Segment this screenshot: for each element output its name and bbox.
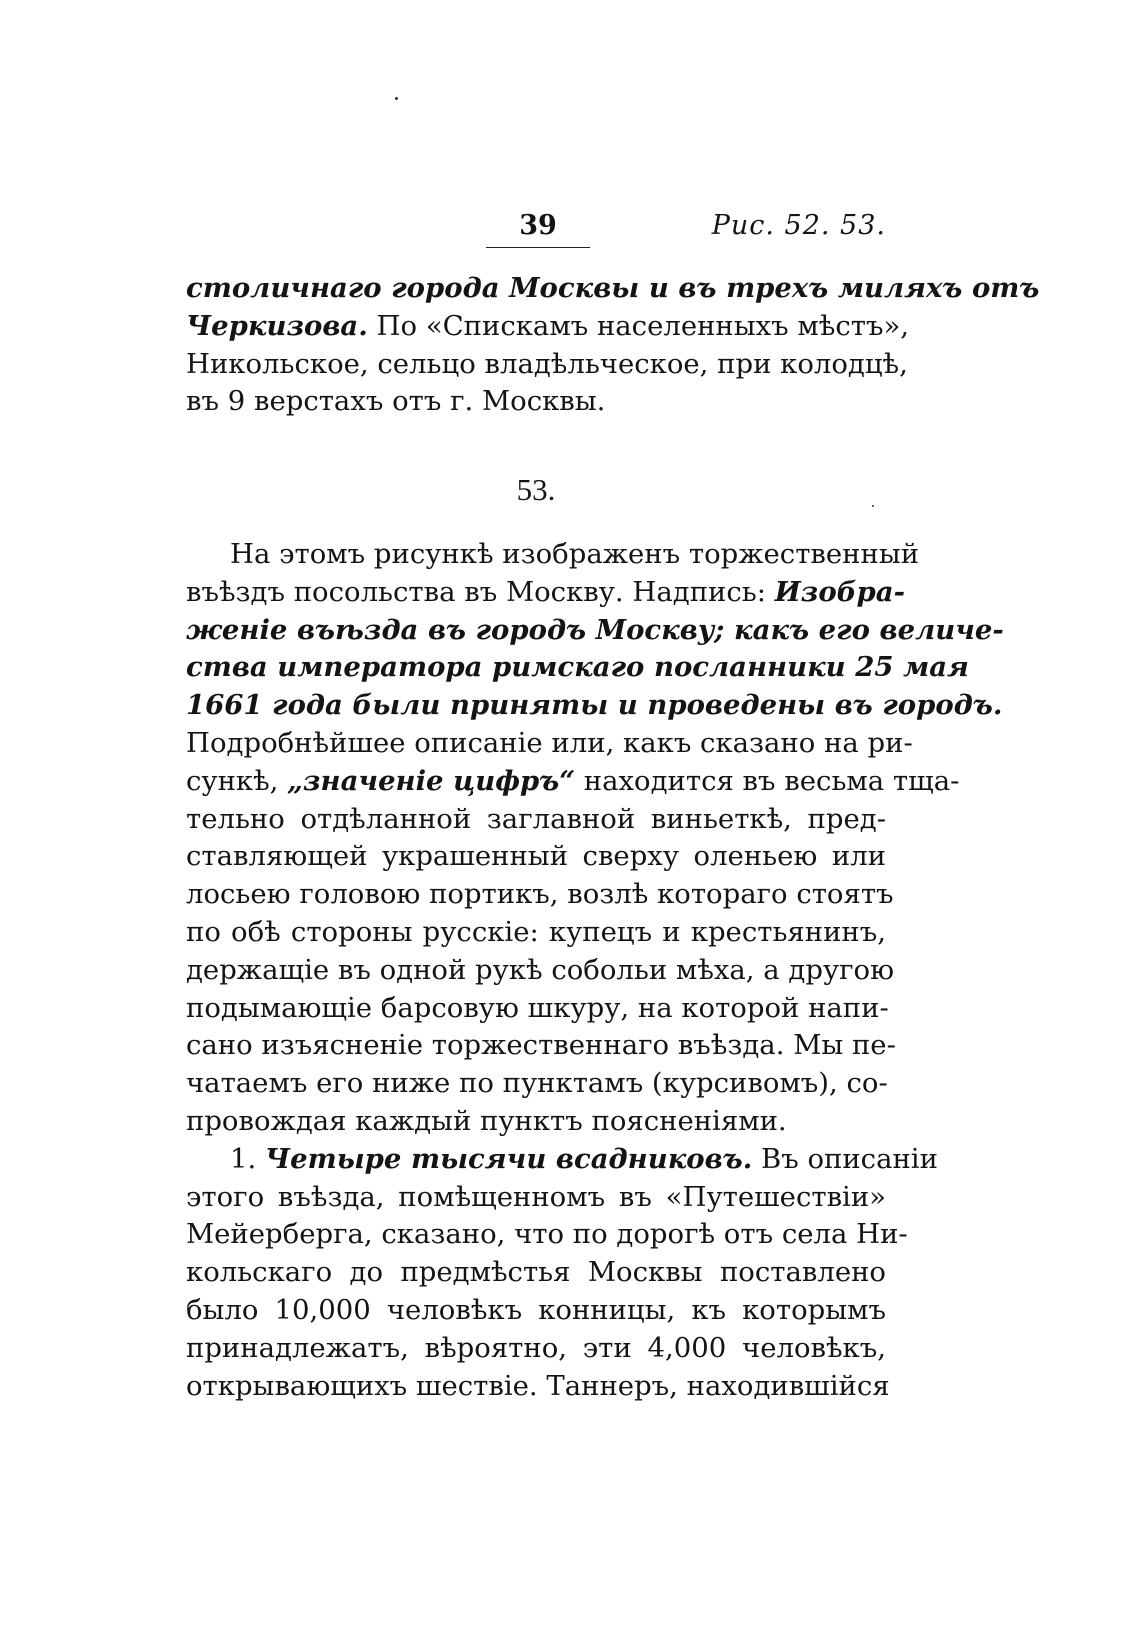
text-segment: На этомъ рисункѣ изображенъ торжественный (230, 538, 920, 570)
text-segment: Въ описаніи (752, 1142, 938, 1175)
text-segment: сункѣ, (186, 764, 288, 797)
italic-text: Черкизова. (186, 309, 368, 342)
intro-paragraph (186, 270, 1040, 421)
page-header (186, 210, 886, 258)
text-line (186, 346, 908, 384)
text-line (186, 801, 886, 839)
text-segment: кольскаго до предмѣстья Москвы поставлено (186, 1256, 886, 1289)
text-segment: 1. (230, 1142, 265, 1175)
page-number: 39 (486, 210, 590, 248)
print-speck (395, 97, 398, 100)
text-line (186, 1065, 886, 1103)
text-line (186, 270, 1040, 308)
text-segment: Никольское, сельцо владѣльческое, при колодцѣ, (186, 347, 908, 380)
text-segment: провождая каждый пунктъ поясненіями. (186, 1104, 787, 1137)
text-segment: чатаемъ его ниже по пунктамъ (курсивомъ), со- (186, 1067, 888, 1100)
text-segment: лосьею головою портикъ, возлѣ котораго стоятъ (186, 878, 894, 911)
text-segment: подымающіе барсовую шкуру, на которой напи- (186, 991, 889, 1024)
text-line (186, 1254, 886, 1292)
section-number: 53. (516, 472, 556, 507)
text-segment: принадлежатъ, вѣроятно, эти 4,000 человѣкъ, (186, 1331, 886, 1364)
running-head: Рис. 52. 53. (711, 210, 886, 241)
text-line (186, 1027, 896, 1065)
text-line (186, 687, 1003, 725)
text-segment: въ 9 верстахъ отъ г. Москвы. (186, 385, 606, 418)
text-line (186, 763, 960, 801)
text-line (186, 725, 913, 763)
text-segment: По «Спискамъ населенныхъ мѣстъ», (367, 309, 910, 342)
text-line (186, 612, 1004, 650)
text-segment: сано изъясненіе торжественнаго въѣзда. Мы пе- (186, 1029, 896, 1062)
italic-text: столичнаго города Москвы и въ трехъ миляхъ отъ (186, 272, 1040, 304)
text-line (186, 1179, 886, 1217)
text-line (186, 1292, 886, 1330)
italic-text: „значеніе цифръ“ (287, 764, 576, 797)
text-line (186, 1103, 886, 1141)
text-segment: держащіе въ одной рукѣ собольи мѣха, а другою (186, 953, 895, 986)
text-segment: по обѣ стороны русскіе: купецъ и крестьянинъ, (186, 915, 886, 948)
text-segment: тельно отдѣланной заглавной виньеткѣ, пред- (186, 802, 886, 835)
text-line (186, 876, 894, 914)
text-segment: Подробнѣйшее описаніе или, какъ сказано на ри- (186, 726, 913, 759)
text-line (186, 536, 920, 574)
text-segment: было 10,000 человѣкъ конницы, къ которымъ (186, 1293, 886, 1326)
body-text (186, 536, 1004, 1405)
text-line (186, 383, 886, 421)
italic-text: ства императора римскаго посланники 25 мая (186, 651, 969, 684)
text-line (186, 1141, 938, 1179)
text-line (186, 914, 886, 952)
text-segment: Мейерберга, сказано, что по дорогѣ отъ села Ни- (186, 1218, 908, 1251)
text-line (186, 990, 889, 1028)
text-line (186, 1216, 908, 1254)
text-segment: этого въѣзда, помѣщенномъ въ «Путешествіи» (186, 1180, 886, 1213)
text-segment: открывающихъ шествіе. Таннеръ, находившійся (186, 1369, 890, 1402)
text-line (186, 308, 910, 346)
italic-text: 1661 года были приняты и проведены въ городъ. (186, 689, 1003, 722)
italic-text: Четыре тысячи всадниковъ. (264, 1142, 753, 1175)
text-segment: находится въ весьма тща- (575, 764, 960, 797)
text-line (186, 1368, 890, 1406)
text-line (186, 838, 886, 876)
text-line (186, 574, 905, 612)
italic-text: Изобра- (774, 575, 905, 608)
italic-text: женіе въѣзда въ городъ Москву; какъ его величе- (186, 613, 1004, 646)
text-line (186, 649, 969, 687)
text-segment: въѣздъ посольства въ Москву. Надпись: (186, 575, 775, 608)
text-line (186, 952, 895, 990)
text-line (186, 1330, 886, 1368)
text-segment: ставляющей украшенный сверху оленьею или (186, 840, 886, 873)
